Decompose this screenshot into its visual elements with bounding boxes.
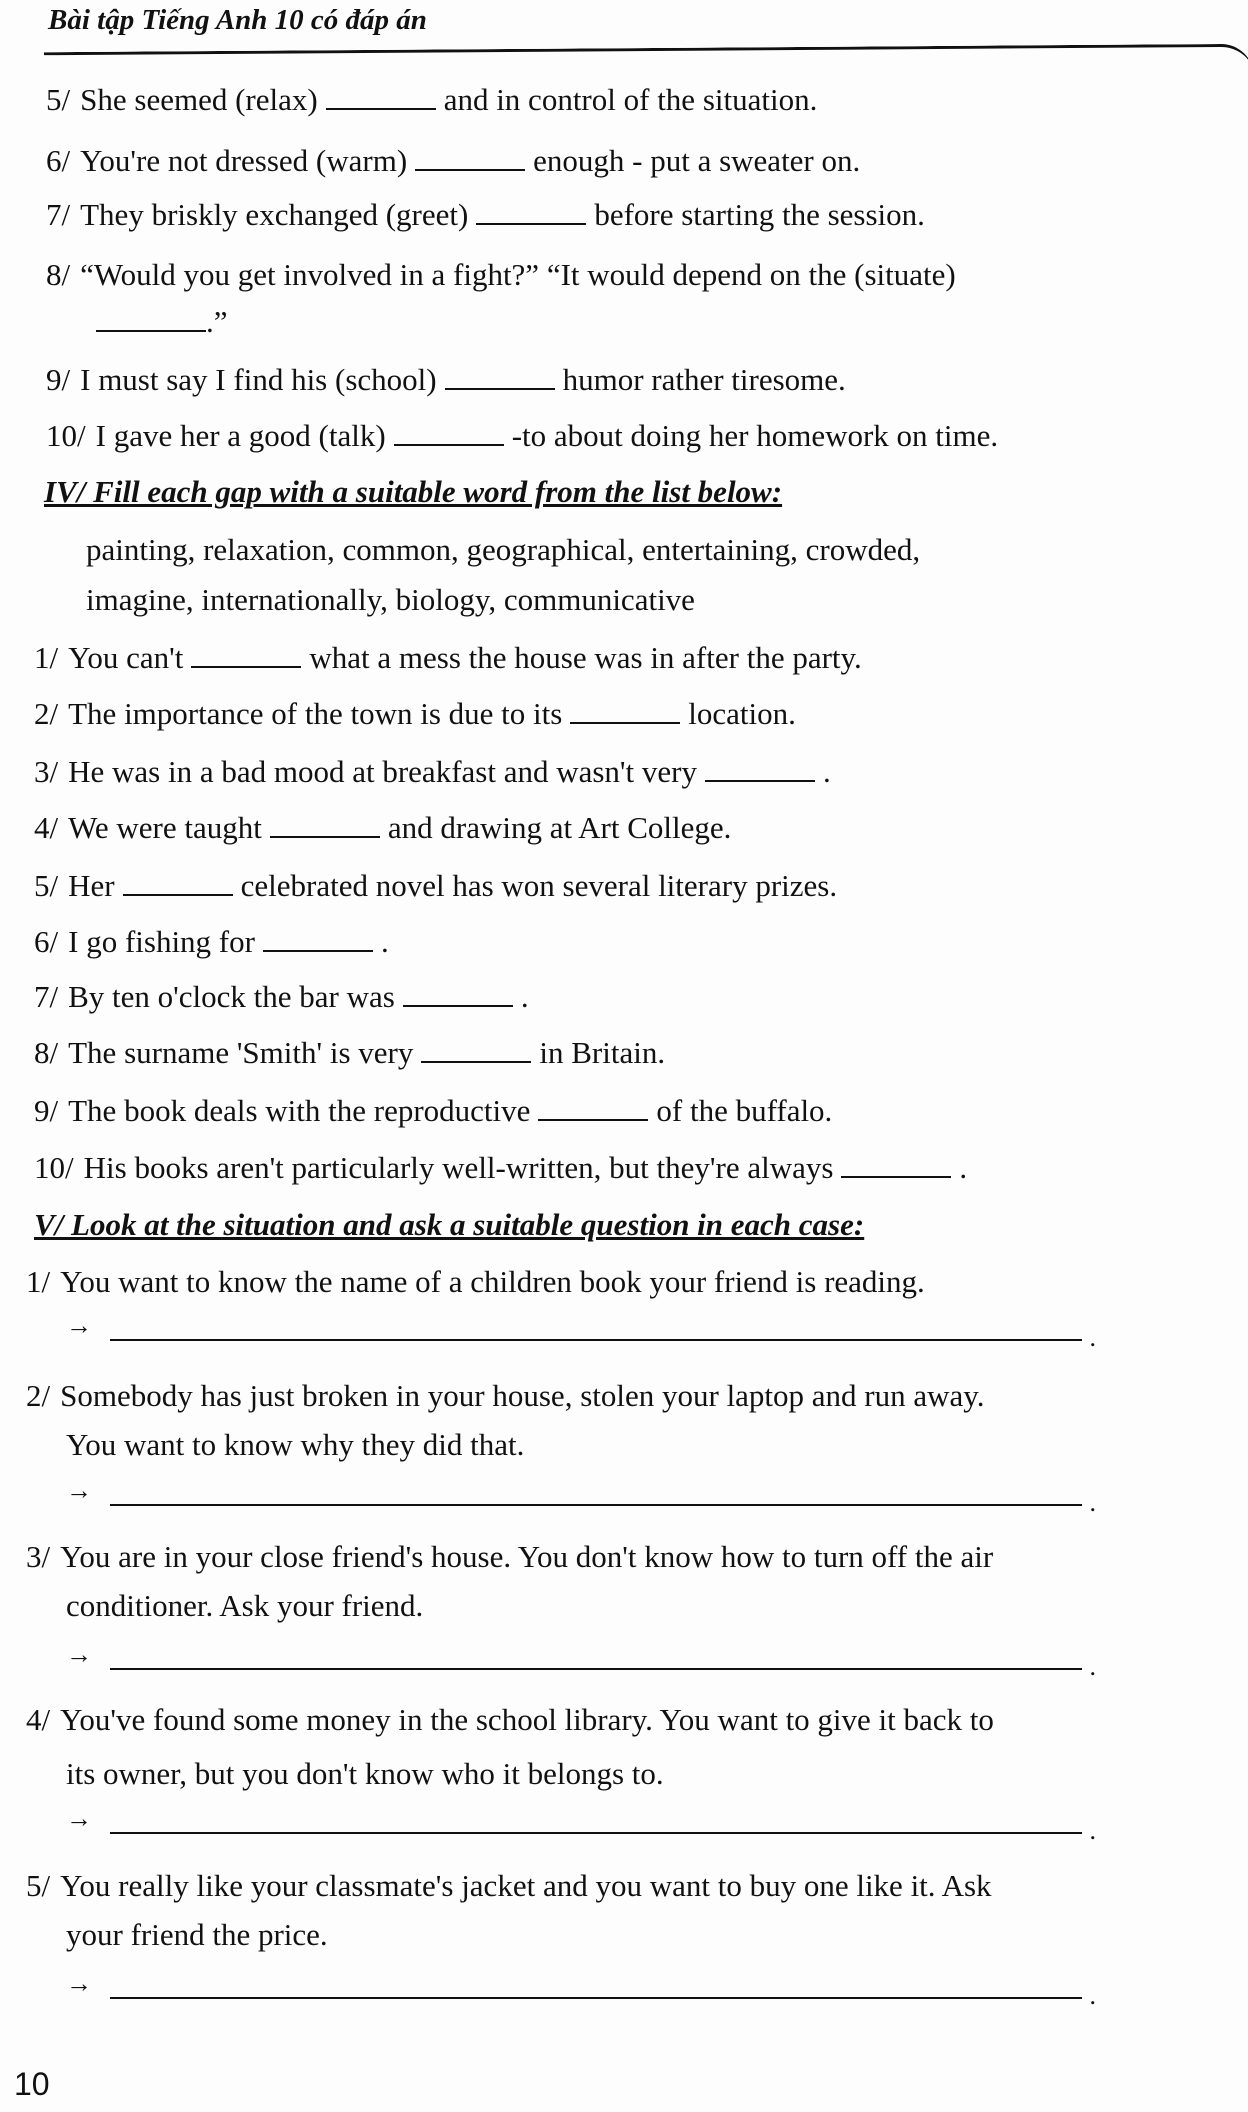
answer-blank: [476, 197, 586, 225]
answer-blank: [538, 1093, 648, 1121]
exercise-item: [34, 808, 731, 848]
answer-line: [66, 1476, 1096, 1517]
item-number: 2/: [34, 696, 59, 731]
answer-line: [66, 1804, 1096, 1845]
item-text-after: what a mess the house was in after the party.: [309, 640, 862, 675]
answer-blank: [421, 1035, 531, 1063]
item-text-before: You can't: [68, 640, 184, 675]
answer-blank[interactable]: [110, 1668, 1082, 1670]
exercise-item: [34, 922, 389, 962]
answer-blank: [403, 979, 513, 1007]
section-iv-heading: IV/ Fill each gap with a suitable word from the list below:: [44, 474, 783, 509]
item-text-after: and in control of the situation.: [443, 82, 818, 117]
running-header: Bài tập Tiếng Anh 10 có đáp án: [48, 4, 427, 36]
situation-text: You want to know the name of a children book your friend is reading.: [60, 1264, 925, 1299]
item-number: 5/: [26, 1868, 51, 1903]
item-text-after: .: [959, 1150, 968, 1185]
header-rule: [44, 44, 1248, 85]
answer-blank: [263, 924, 373, 952]
arrow-icon: →: [66, 1476, 92, 1505]
answer-blank[interactable]: [110, 1832, 1082, 1834]
situation-text: You are in your close friend's house. You don't know how to turn off the air: [60, 1539, 994, 1574]
item-text-after: enough - put a sweater on.: [533, 143, 861, 178]
exercise-item: [34, 866, 837, 906]
item-text-after: humor rather tiresome.: [562, 362, 846, 397]
item-text-before: They briskly exchanged (greet): [80, 197, 469, 232]
arrow-icon: →: [66, 1311, 92, 1340]
answer-blank: [123, 868, 233, 896]
item-number: 6/: [34, 924, 59, 959]
word-list-line: imagine, internationally, biology, communicative: [86, 582, 695, 617]
situation-text: You really like your classmate's jacket and you want to buy one like it. Ask: [60, 1868, 992, 1903]
exercise-item: [46, 255, 956, 295]
exercise-item: [34, 638, 862, 678]
item-number: 8/: [46, 257, 71, 292]
item-number: 6/: [46, 143, 71, 178]
page-number: 10: [14, 2066, 50, 2102]
situation-text-continuation: its owner, but you don't know who it belongs to.: [66, 1756, 664, 1791]
situation-item: [26, 1262, 925, 1302]
exercise-item: [46, 416, 998, 456]
answer-line: [66, 1640, 1096, 1681]
answer-blank: [445, 362, 555, 390]
item-text-before: He was in a bad mood at breakfast and wasn't very: [68, 754, 697, 789]
situation-text: You've found some money in the school library. You want to give it back to: [60, 1702, 994, 1737]
item-text-before: You're not dressed (warm): [80, 143, 408, 178]
item-text-after: .: [822, 754, 831, 789]
period: .: [1089, 1488, 1096, 1517]
item-number: 8/: [34, 1035, 59, 1070]
answer-blank: [705, 754, 815, 782]
item-text-before: I must say I find his (school): [80, 362, 437, 397]
exercise-item: [34, 694, 796, 734]
exercise-item: [46, 141, 860, 181]
section-v-heading: V/ Look at the situation and ask a suitable question in each case:: [34, 1207, 865, 1242]
situation-item: [26, 1866, 992, 1906]
item-number: 7/: [46, 197, 71, 232]
word-list-line: painting, relaxation, common, geographical, entertaining, crowded,: [86, 532, 921, 567]
answer-blank: [394, 418, 504, 446]
exercise-item: [46, 360, 846, 400]
situation-text-continuation: your friend the price.: [66, 1917, 328, 1952]
item-number: 3/: [34, 754, 59, 789]
item-number: 7/: [34, 979, 59, 1014]
answer-line: [66, 1311, 1096, 1352]
exercise-item: [46, 195, 925, 235]
item-number: 3/: [26, 1539, 51, 1574]
period: .: [1089, 1816, 1096, 1845]
item-text-before: Her: [68, 868, 115, 903]
item-text-before: I gave her a good (talk): [95, 418, 386, 453]
exercise-item: [46, 80, 817, 120]
item-text-after: and drawing at Art College.: [387, 810, 732, 845]
arrow-icon: →: [66, 1969, 92, 1998]
item-text-before: The importance of the town is due to its: [68, 696, 563, 731]
exercise-item: [34, 1148, 967, 1188]
answer-line: [66, 1969, 1096, 2010]
exercise-item: [34, 1091, 832, 1131]
item-number: 1/: [34, 640, 59, 675]
arrow-icon: →: [66, 1640, 92, 1669]
answer-blank: [96, 304, 206, 332]
item-number: 10/: [34, 1150, 74, 1185]
answer-blank[interactable]: [110, 1339, 1082, 1341]
item-text-before: We were taught: [68, 810, 262, 845]
period: .: [1089, 1981, 1096, 2010]
item-number: 4/: [26, 1702, 51, 1737]
period: .: [1089, 1323, 1096, 1352]
item-text-after: .”: [206, 304, 228, 339]
answer-blank[interactable]: [110, 1997, 1082, 1999]
item-number: 2/: [26, 1378, 51, 1413]
item-text-after: in Britain.: [539, 1035, 666, 1070]
situation-item: [26, 1537, 993, 1577]
answer-blank: [191, 640, 301, 668]
item-text-after: location.: [688, 696, 796, 731]
item-text-before: His books aren't particularly well-written, but they're always: [83, 1150, 834, 1185]
item-number: 5/: [46, 82, 71, 117]
item-number: 4/: [34, 810, 59, 845]
item-text-after: .: [380, 924, 389, 959]
answer-blank: [570, 696, 680, 724]
item-text-before: I go fishing for: [68, 924, 255, 959]
item-text-before: The book deals with the reproductive: [68, 1093, 531, 1128]
situation-text: Somebody has just broken in your house, stolen your laptop and run away.: [60, 1378, 985, 1413]
item-number: 5/: [34, 868, 59, 903]
item-text-after: of the buffalo.: [656, 1093, 833, 1128]
item-number: 9/: [46, 362, 71, 397]
item-text-before: By ten o'clock the bar was: [68, 979, 395, 1014]
answer-blank: [326, 82, 436, 110]
item-number: 10/: [46, 418, 86, 453]
exercise-item: [34, 1033, 665, 1073]
item-number: 9/: [34, 1093, 59, 1128]
item-text-after: -to about doing her homework on time.: [511, 418, 999, 453]
item-text-after: celebrated novel has won several literary prizes.: [240, 868, 838, 903]
situation-text-continuation: You want to know why they did that.: [66, 1427, 525, 1462]
exercise-item: [34, 977, 529, 1017]
item-text-after: .: [520, 979, 529, 1014]
exercise-item-continuation: [96, 302, 228, 342]
answer-blank: [415, 143, 525, 171]
exercise-item: [34, 752, 831, 792]
answer-blank: [270, 810, 380, 838]
situation-item: [26, 1700, 994, 1740]
item-text-before: “Would you get involved in a fight?” “It would depend on the (situate): [80, 257, 956, 292]
item-number: 1/: [26, 1264, 51, 1299]
answer-blank[interactable]: [110, 1504, 1082, 1506]
item-text-before: She seemed (relax): [80, 82, 318, 117]
item-text-before: The surname 'Smith' is very: [68, 1035, 414, 1070]
situation-item: [26, 1376, 985, 1416]
period: .: [1089, 1652, 1096, 1681]
item-text-after: before starting the session.: [594, 197, 925, 232]
answer-blank: [841, 1150, 951, 1178]
arrow-icon: →: [66, 1804, 92, 1833]
situation-text-continuation: conditioner. Ask your friend.: [66, 1588, 424, 1623]
